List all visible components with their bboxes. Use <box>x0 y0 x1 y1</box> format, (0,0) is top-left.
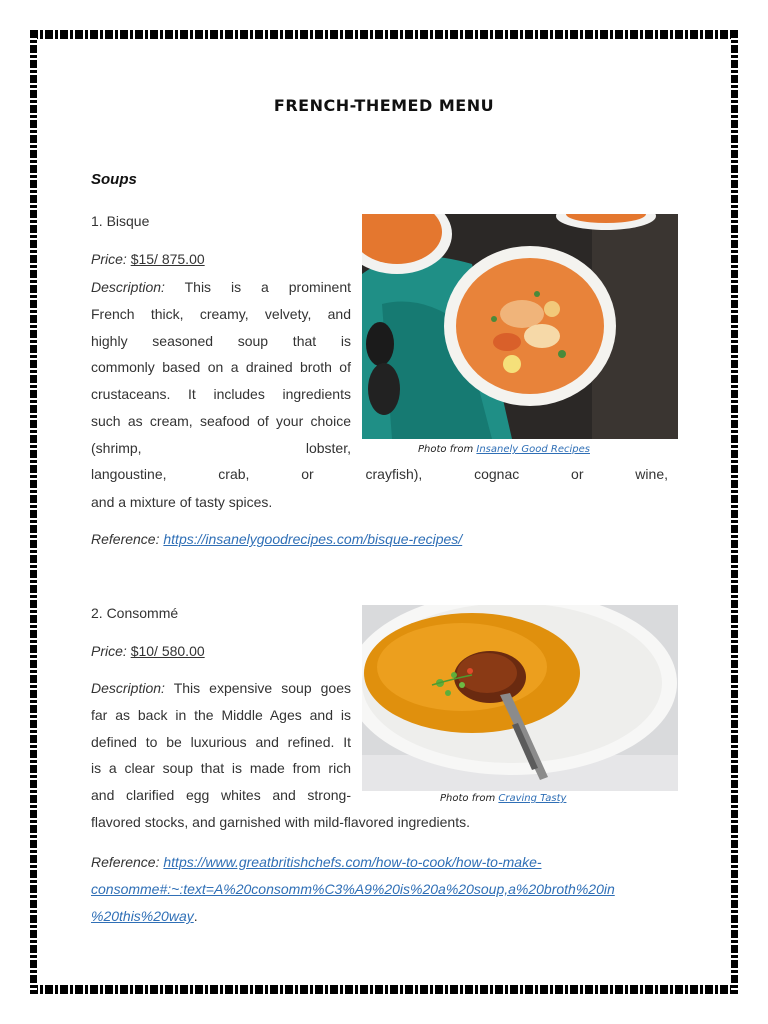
description-wide <box>91 461 668 488</box>
price-label: Price: <box>91 643 127 659</box>
caption-prefix: Photo from <box>440 793 496 804</box>
bisque-photo <box>362 214 678 439</box>
description-line: langoustine, crab, or crayfish), cognac or wine, <box>91 466 668 482</box>
description-line: such as cream, seafood of your choice <box>91 412 351 429</box>
photo-caption <box>418 444 590 455</box>
reference-label: Reference: <box>91 854 160 870</box>
caption-link[interactable]: Insanely Good Recipes <box>476 444 590 455</box>
menu-title: FRENCH-THEMED MENU <box>273 96 495 115</box>
description-narrow <box>91 274 351 462</box>
item-name: 2. Consommé <box>91 605 179 621</box>
price-label: Price: <box>91 251 127 267</box>
price-value: $10/ 580.00 <box>130 643 205 659</box>
border-left <box>30 30 37 994</box>
border-right <box>731 30 738 994</box>
description-line: French thick, creamy, velvety, and <box>91 305 351 322</box>
photo-caption <box>440 793 566 804</box>
section-heading: Soups <box>91 171 137 188</box>
caption-link[interactable]: Craving Tasty <box>498 793 567 804</box>
border-bottom <box>30 985 738 994</box>
consomme-photo-illustration <box>362 605 678 791</box>
reference-line <box>91 530 462 548</box>
price-line <box>91 250 205 268</box>
reference-link-line: consomme#:~:text=A%20consomm%C3%A9%20is%20a%20soup,a%20broth%20in <box>91 881 615 897</box>
description-label: Description: <box>91 680 165 696</box>
reference-link-line: %20this%20way <box>91 908 194 924</box>
description-line: defined to be luxurious and refined. It <box>91 733 351 750</box>
description-line: far as back in the Middle Ages and is <box>91 706 351 723</box>
description-line: and clarified egg whites and strong- <box>91 787 351 804</box>
description-line: flavored stocks, and garnished with mild-flavored ingredients. <box>91 814 470 830</box>
description-line: highly seasoned soup that is <box>91 332 351 349</box>
border-top <box>30 30 738 39</box>
reference-link[interactable] <box>91 854 615 924</box>
bisque-photo-illustration <box>362 214 678 439</box>
reference-link-line: https://www.greatbritishchefs.com/how-to-cook/how-to-make- <box>163 854 542 870</box>
reference-end: . <box>193 908 198 924</box>
description-line: and a mixture of tasty spices. <box>91 494 273 510</box>
description-line: is a clear soup that is made from rich <box>91 760 351 777</box>
description-label: Description: <box>91 279 165 295</box>
description-line: commonly based on a drained broth of <box>91 359 351 376</box>
reference-line <box>91 849 671 930</box>
price-line <box>91 642 205 660</box>
description-narrow <box>91 675 351 809</box>
description-line: crustaceans. It includes ingredients <box>91 386 351 403</box>
description-line: This expensive soup goes <box>173 680 351 696</box>
description-line: This is a prominent <box>184 279 351 295</box>
reference-link[interactable]: https://insanelygoodrecipes.com/bisque-recipes/ <box>163 531 463 547</box>
caption-prefix: Photo from <box>418 444 474 455</box>
description-line: (shrimp, lobster, <box>91 439 351 456</box>
item-name: 1. Bisque <box>91 213 150 229</box>
consomme-photo <box>362 605 678 791</box>
price-value: $15/ 875.00 <box>130 251 205 267</box>
reference-label: Reference: <box>91 531 160 547</box>
